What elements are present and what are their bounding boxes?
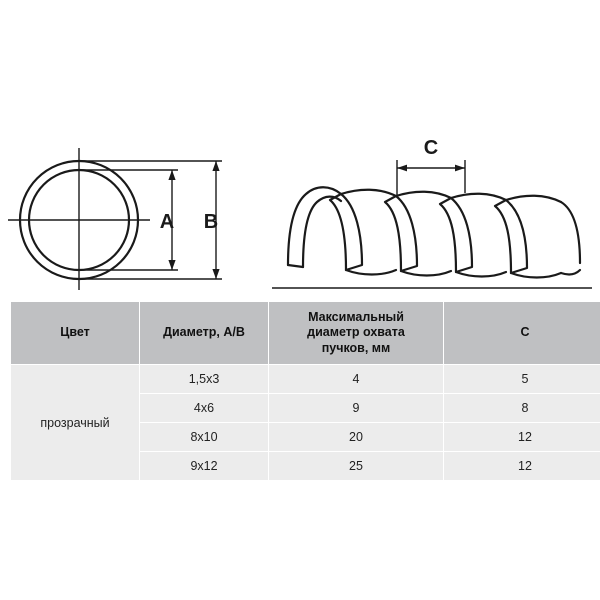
spiral-flap-edge [288,265,303,267]
header-diameter: Диаметр, A/B [140,302,269,365]
spiral-top-4 [506,196,561,202]
table-body [11,365,600,481]
table-header [11,302,600,365]
cell-diameter: 4х6 [140,394,269,423]
spiral-bottom-3 [456,272,506,277]
header-max-line-1: Максимальный [308,309,404,324]
spiral-top-2 [396,192,451,198]
cell-diameter: 9х12 [140,452,269,481]
specification-table [10,301,600,481]
dimension-c [397,160,465,196]
spiral-bottom-2 [401,271,451,276]
cell-diameter: 1,5х3 [140,365,269,394]
cell-c: 8 [444,394,600,423]
header-max-bundle-diameter [269,302,444,365]
spiral-turn-3 [440,198,472,272]
cell-color-value: прозрачный [11,365,140,481]
spiral-bottom-1 [346,270,396,275]
table-header-row [11,302,600,365]
spiral-bottom-4 [511,273,561,278]
cell-c: 12 [444,423,600,452]
cell-max-bundle: 4 [269,365,444,394]
spiral-top-1 [341,190,396,196]
header-color: Цвет [11,302,140,365]
spiral-wrap-side-view [288,187,580,277]
technical-drawing [0,20,600,290]
label-a: A [159,211,175,233]
table-row [11,365,600,394]
spiral-tail-inner [561,270,580,274]
label-b: B [203,211,219,233]
cell-c: 12 [444,452,600,481]
label-c: C [423,137,439,159]
spiral-tail-outer [561,202,580,263]
header-c: C [444,302,600,365]
cell-max-bundle: 25 [269,452,444,481]
cell-max-bundle: 20 [269,423,444,452]
diagram-area [0,20,600,290]
header-max-line-3: пучков, мм [321,340,391,355]
cell-c: 5 [444,365,600,394]
spiral-turn-2 [385,196,417,271]
header-max-line-2: диаметр охвата [307,325,405,340]
spiral-top-3 [451,194,506,200]
spiral-turn-1 [330,194,362,270]
spiral-turn-4 [495,200,527,273]
cell-max-bundle: 9 [269,394,444,423]
cell-diameter: 8х10 [140,423,269,452]
